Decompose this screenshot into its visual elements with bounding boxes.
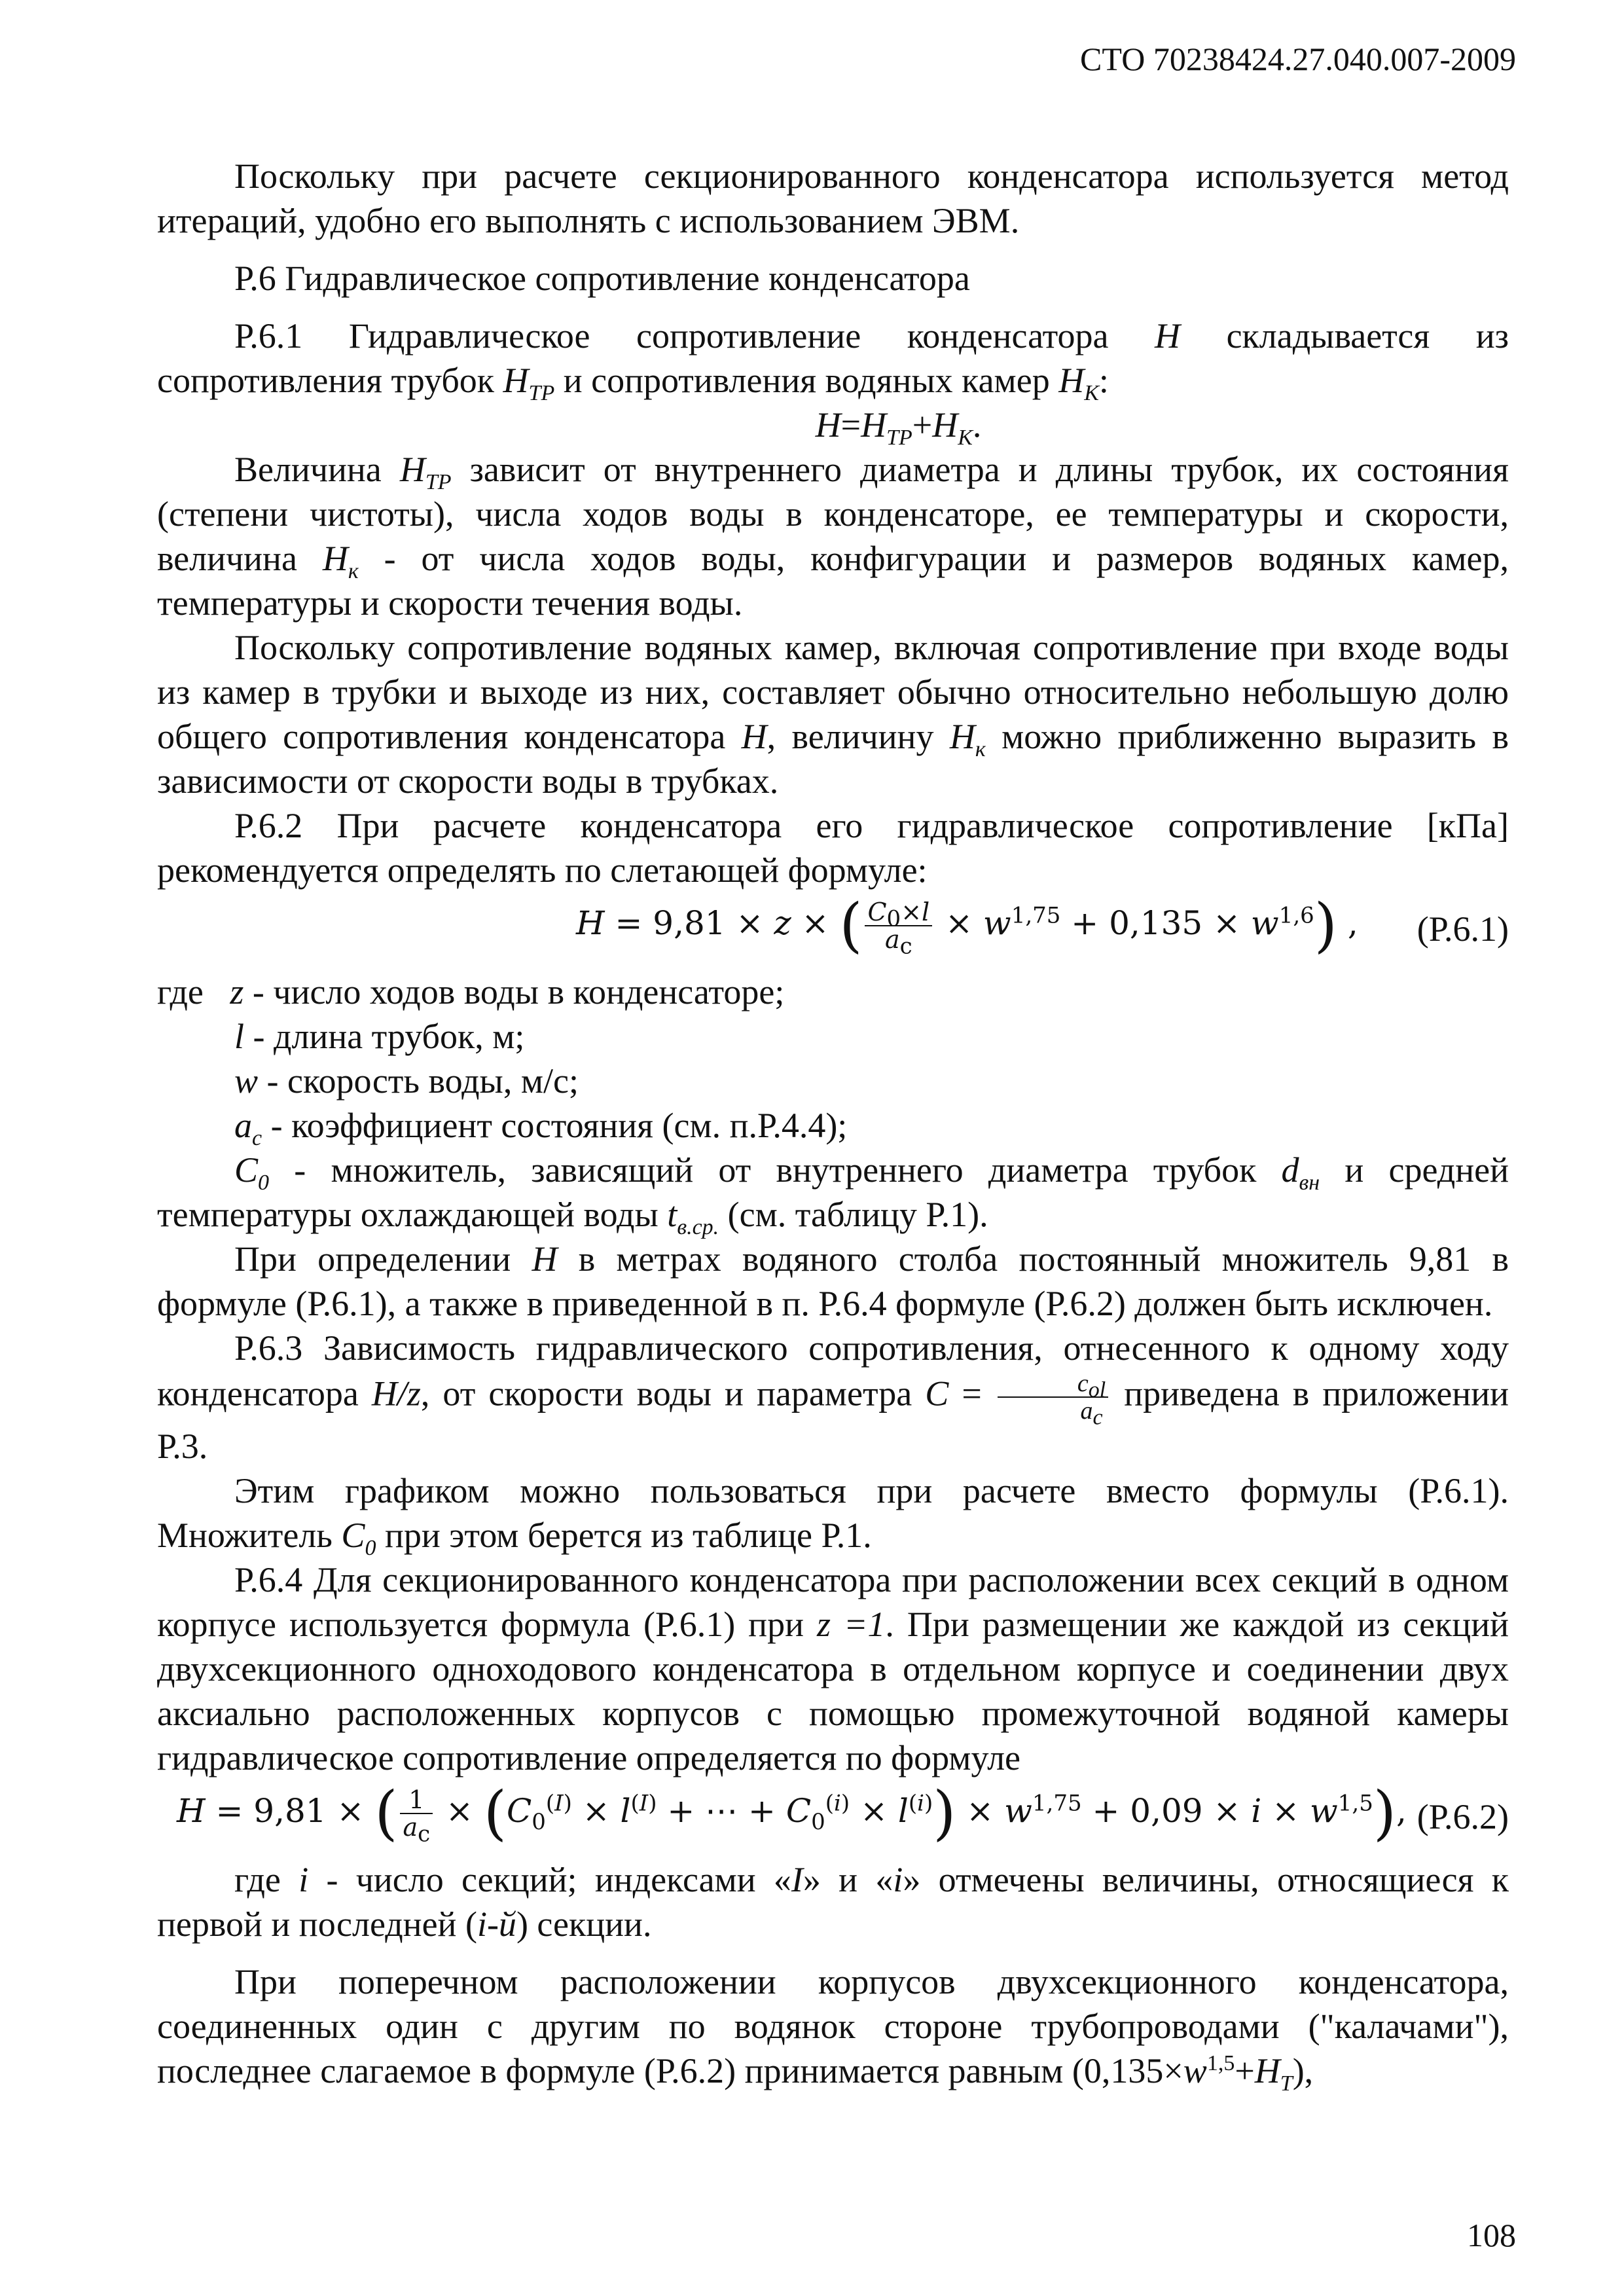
formula-p61: H = 9,81 × z × ( $\frac{C_0\times l}{a_c}$ × $w^{1,75} + 0,135 \times w^{1,6}$) , (Р.6.1) (576, 891, 1509, 960)
paragraph: где i - число секций; индексами «I» и «i» отмечены величины, относящиеся к первой и последней (i-й) секции. (157, 1860, 1509, 1944)
paragraph: Р.6.2 При расчете конденсатора его гидравлическое сопротивление [кПа] рекомендуется определять по слетающей формуле: (157, 806, 1509, 890)
where-item: $C_0$ - множитель, зависящий от внутреннего диаметра трубок $d_{вн}$ и средней температуры охлаждающей воды $t_{в.ср.}$ (см. таблицу Р.1). (157, 1150, 1509, 1239)
paragraph: Этим графиком можно пользоваться при расчете вместо формулы (Р.6.1). Множитель $C_0$ при этом берется из таблице Р.1. (157, 1471, 1509, 1560)
where-item: l - длина трубок, м; (234, 1017, 525, 1056)
section-heading: Р.6 Гидравлическое сопротивление конденсатора (234, 259, 970, 298)
paragraph: При определении H в метрах водяного столба постоянный множитель 9,81 в формуле (Р.6.1), а также в приведенной в п. Р.6.4 формуле (Р.6.2) должен быть исключен. (157, 1239, 1509, 1323)
where-item: $a_c$ - коэффициент состояния (см. п.Р.4.4); (234, 1106, 848, 1150)
equation-number: (Р.6.2) (1416, 1797, 1509, 1836)
paragraph: Величина $H_{ТР}$ зависит от внутреннего диаметра и длины трубок, их состояния (степени чистоты), числа ходов воды в конденсаторе, ее температуры и скорости, величина $H_к$ - от числа ходов воды, конфигурации и размеров водяных камер, температуры и скорости течения воды. (157, 450, 1509, 623)
page-number: 108 (1467, 2217, 1516, 2253)
paragraph: Р.6.1 Гидравлическое сопротивление конденсатора H складывается из сопротивления трубок $H_{ТР}$ и сопротивления водяных камер $H_K$: (157, 316, 1509, 405)
paragraph: При поперечном расположении корпусов двухсекционного конденсатора, соединенных один с другим по водянок стороне трубопроводами ("калачами"), последнее слагаемое в формуле (Р.6.2) принимается равным $(0,135\times w^{1,5}+H_T)$, (157, 1962, 1509, 2096)
paragraph: Поскольку при расчете секционированного конденсатора используется метод итераций, удобно его выполнять с использованием ЭВМ. (157, 156, 1509, 240)
inline-formula: $H=H_{ТР}+H_K$. (815, 405, 982, 450)
equation-number: (Р.6.1) (1416, 909, 1509, 949)
where-list: где z - число ходов воды в конденсаторе; (157, 972, 785, 1011)
where-item: w - скорость воды, м/с; (234, 1061, 579, 1101)
document-code: СТО 70238424.27.040.007-2009 (1080, 41, 1516, 77)
paragraph: Поскольку сопротивление водяных камер, включая сопротивление при входе воды из камер в трубки и выходе из них, составляет обычно относительно небольшую долю общего сопротивления конденсатора H, величину $H_к$ можно приближенно выразить в зависимости от скорости воды в трубках. (157, 628, 1509, 801)
formula-p62: H = 9,81 × ( $\frac{1}{a_c}$ × ($C_0^{(I)} \times l^{(I)}$ + ⋯ + $C_0^{(i)} \times l^{(i)}) \times w^{1,75} + 0,09 \times i \times w^{1,5}$), (Р.6.2) (177, 1779, 1509, 1848)
document-body (157, 154, 1509, 2096)
paragraph: Р.6.3 Зависимость гидравлического сопротивления, отнесенного к одному ходу конденсатора H/z, от скорости воды и параметра C = $\frac{c_{ol}}{a_c}$ приведена в приложении Р.3. (157, 1328, 1509, 1466)
paragraph: Р.6.4 Для секционированного конденсатора при расположении всех секций в одном корпусе используется формула (Р.6.1) при z =1. При размещении же каждой из секций двухсекционного одноходового конденсатора в отдельном корпусе и соединении двух аксиально расположенных корпусов с помощью промежуточной водяной камеры гидравлическое сопротивление определяется по формуле (157, 1560, 1509, 1777)
